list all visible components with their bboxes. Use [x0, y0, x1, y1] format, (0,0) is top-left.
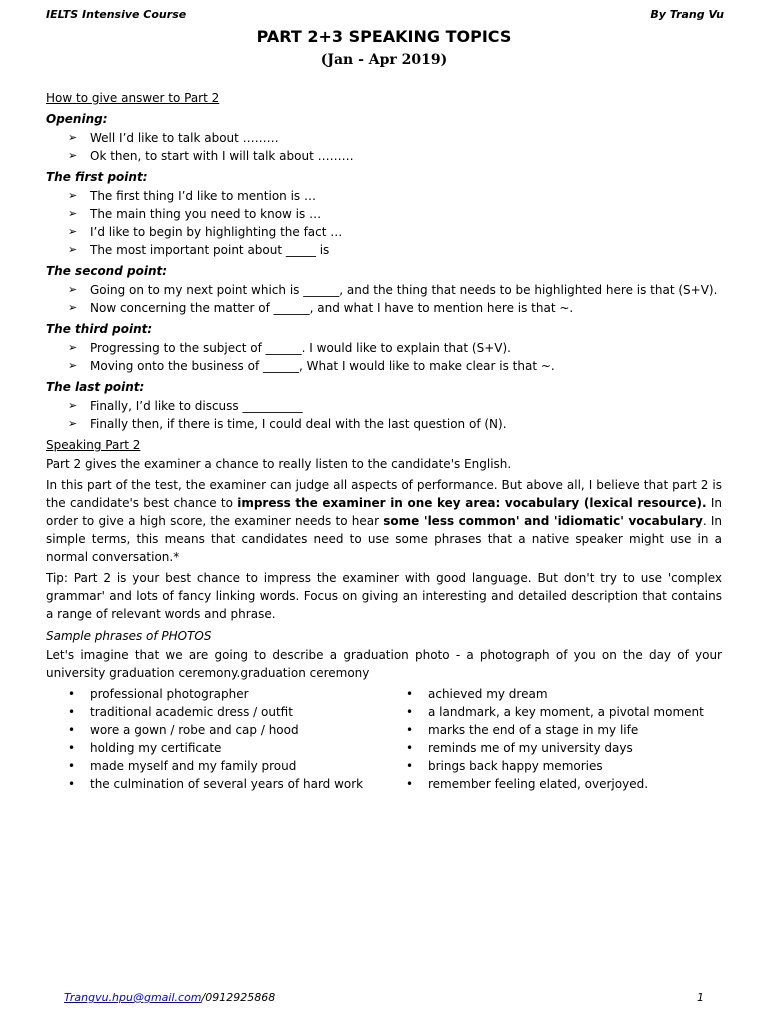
arrow-bullet-icon: ➢ [68, 341, 78, 354]
arrow-bullet-icon: ➢ [68, 301, 78, 314]
list-item: ➢ Moving onto the business of ______, What I would like to make clear is that ~. [68, 359, 555, 373]
list-item: ➢ Ok then, to start with I will talk about ……… [68, 149, 354, 163]
arrow-bullet-icon: ➢ [68, 399, 78, 412]
bullet-icon: • [68, 759, 76, 773]
phrase-column-right [384, 685, 722, 793]
list-item: ➢ Going on to my next point which is ______, and the thing that needs to be highlighted here is that (S+V). [68, 283, 718, 297]
tip-paragraph: Tip: Part 2 is your best chance to impress the examiner with good language. But don't try to use 'complex grammar' and lots of fancy linking words. Focus on giving an interesting and detailed description that contains a range of relevant words and phrase. [46, 571, 722, 621]
arrow-bullet-icon: ➢ [68, 243, 78, 256]
bullet-icon: • [68, 777, 76, 791]
document-body [46, 88, 722, 793]
opening-list [46, 129, 722, 165]
bullet-icon: • [406, 705, 414, 719]
bullet-icon: • [406, 741, 414, 755]
list-item: • reminds me of my university days [406, 741, 633, 755]
speaking-paragraph-2: In this part of the test, the examiner can judge all aspects of performance. But above all, I believe that part 2 is the candidate's best chance to impress the examiner in one key area: vocabulary (lexical resource). In order to give a high score, the examiner needs to hear some 'less common' and 'idiomatic' vocabulary. In simple terms, this means that candidates need to use some phrases that a native speaker might use in a normal conversation.* [46, 478, 723, 564]
arrow-bullet-icon: ➢ [68, 417, 78, 430]
first-point-list [46, 187, 722, 259]
list-item: ➢ Now concerning the matter of ______, and what I have to mention here is that ~. [68, 301, 574, 315]
list-item: ➢ Progressing to the subject of ______. I would like to explain that (S+V). [68, 341, 511, 355]
third-point-list [46, 339, 722, 375]
list-item: • brings back happy memories [406, 759, 603, 773]
second-point-list [46, 281, 722, 317]
list-item: ➢ Well I’d like to talk about ……… [68, 131, 279, 145]
list-item: • marks the end of a stage in my life [406, 723, 639, 737]
list-item: ➢ The most important point about _____ is [68, 243, 330, 257]
list-item: ➢ Finally, I’d like to discuss __________ [68, 399, 303, 413]
last-point-list [46, 397, 722, 433]
list-item: • traditional academic dress / outfit [68, 705, 293, 719]
list-item: • the culmination of several years of hard work [68, 777, 364, 791]
bullet-icon: • [68, 723, 76, 737]
opening-label: Opening: [46, 112, 108, 126]
list-item: • wore a gown / robe and cap / hood [68, 723, 299, 737]
bullet-icon: • [406, 777, 414, 791]
list-item: ➢ I’d like to begin by highlighting the fact … [68, 225, 343, 239]
page-subtitle: (Jan - Apr 2019) [320, 52, 448, 68]
header-author: By Trang Vu [650, 8, 724, 21]
arrow-bullet-icon: ➢ [68, 189, 78, 202]
second-point-label: The second point: [46, 264, 168, 278]
last-point-label: The last point: [46, 380, 145, 394]
list-item: ➢ The main thing you need to know is … [68, 207, 322, 221]
speaking-part2-heading: Speaking Part 2 [46, 438, 141, 452]
bullet-icon: • [406, 687, 414, 701]
bullet-icon: • [68, 741, 76, 755]
speaking-paragraph-1: Part 2 gives the examiner a chance to really listen to the candidate's English. [46, 457, 512, 471]
arrow-bullet-icon: ➢ [68, 131, 78, 144]
list-item: • achieved my dream [406, 687, 548, 701]
arrow-bullet-icon: ➢ [68, 283, 78, 296]
third-point-label: The third point: [46, 322, 153, 336]
arrow-bullet-icon: ➢ [68, 359, 78, 372]
first-point-label: The first point: [46, 170, 148, 184]
bullet-icon: • [406, 759, 414, 773]
bullet-icon: • [68, 687, 76, 701]
page-title: PART 2+3 SPEAKING TOPICS [256, 27, 512, 46]
header-course-title: IELTS Intensive Course [46, 8, 187, 21]
bullet-icon: • [406, 723, 414, 737]
arrow-bullet-icon: ➢ [68, 225, 78, 238]
footer-email-link[interactable]: Trangvu.hpu@gmail.com [64, 991, 202, 1004]
page-number: 1 [697, 991, 704, 1004]
arrow-bullet-icon: ➢ [68, 149, 78, 162]
list-item: • holding my certificate [68, 741, 222, 755]
bold-phrase: some 'less common' and 'idiomatic' vocabulary [383, 514, 703, 528]
list-item: • professional photographer [68, 687, 249, 701]
bold-phrase: impress the examiner in one key area: vocabulary (lexical resource). [237, 496, 707, 510]
list-item: ➢ The first thing I’d like to mention is … [68, 189, 316, 203]
arrow-bullet-icon: ➢ [68, 207, 78, 220]
howto-heading: How to give answer to Part 2 [46, 91, 220, 105]
footer-contact [64, 991, 275, 1004]
list-item: • a landmark, a key moment, a pivotal moment [406, 705, 704, 719]
phrase-column-left [46, 685, 384, 793]
list-item: • made myself and my family proud [68, 759, 297, 773]
phrase-columns [46, 685, 722, 793]
footer-phone: /0912925868 [201, 991, 276, 1004]
list-item: • remember feeling elated, overjoyed. [406, 777, 649, 791]
sample-intro: Let's imagine that we are going to describe a graduation photo - a photograph of you on the day of your university graduation ceremony.graduation ceremony [46, 648, 722, 680]
list-item: ➢ Finally then, if there is time, I could deal with the last question of (N). [68, 417, 507, 431]
bullet-icon: • [68, 705, 76, 719]
sample-phrases-heading: Sample phrases of PHOTOS [46, 629, 212, 643]
